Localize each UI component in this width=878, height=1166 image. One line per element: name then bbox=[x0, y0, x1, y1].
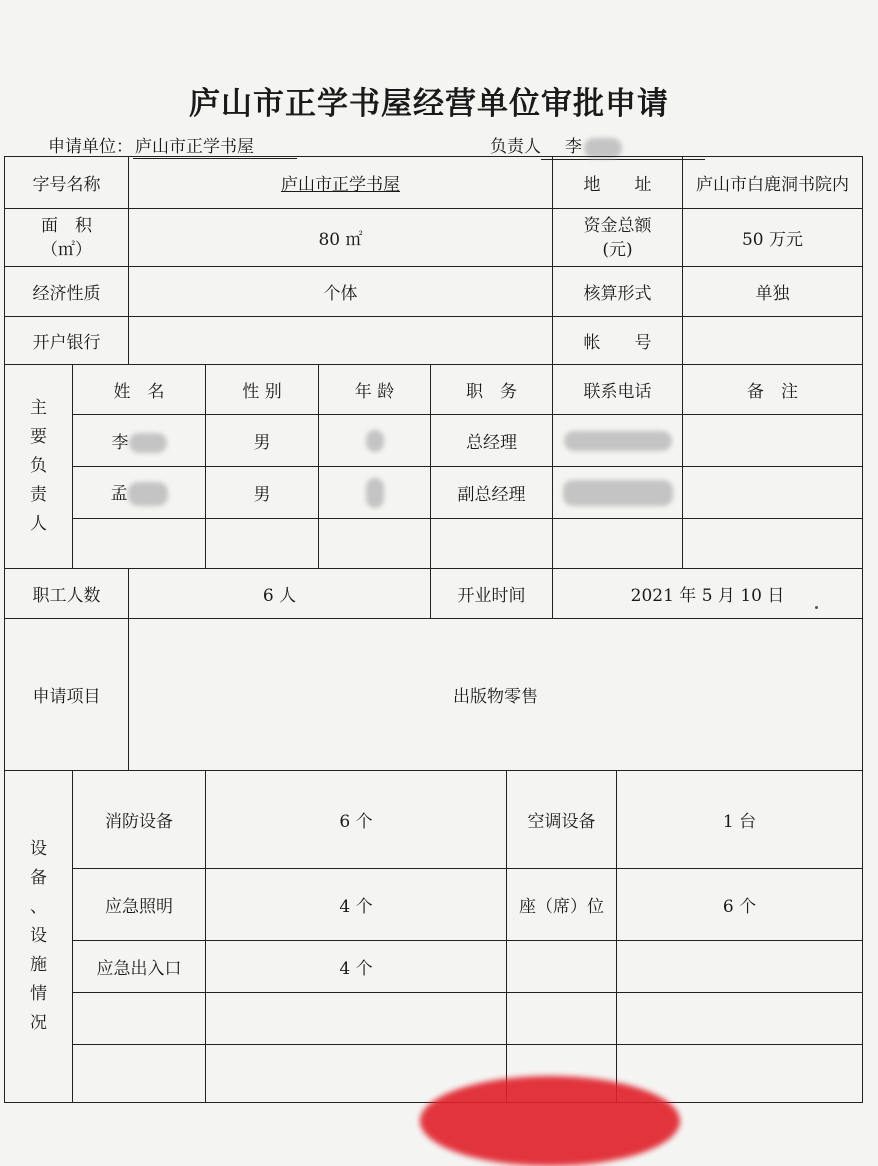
capital-value: 50 万元 bbox=[683, 209, 863, 267]
person-position: 总经理 bbox=[431, 415, 553, 467]
redaction-blur bbox=[129, 433, 167, 453]
facilities-section-label bbox=[5, 771, 73, 1103]
table-row bbox=[5, 941, 863, 993]
header-age: 年 龄 bbox=[319, 365, 431, 415]
section-char: 要 bbox=[30, 427, 47, 447]
section-char: 情 bbox=[30, 984, 47, 1004]
person-row bbox=[5, 467, 863, 519]
section-char: 设 bbox=[30, 839, 47, 859]
redaction-blur bbox=[563, 480, 673, 506]
section-char: 负 bbox=[30, 456, 47, 476]
table-row bbox=[5, 869, 863, 941]
open-date-label: 开业时间 bbox=[431, 569, 553, 619]
header-position: 职 务 bbox=[431, 365, 553, 415]
person-phone bbox=[553, 519, 683, 569]
person-gender bbox=[206, 519, 319, 569]
red-seal-stamp bbox=[420, 1076, 680, 1166]
area-label-line1: 面 积 bbox=[41, 215, 92, 236]
applicant-field bbox=[48, 132, 297, 159]
table-row bbox=[5, 267, 863, 317]
person-name-text: 李 bbox=[111, 432, 129, 453]
capital-label-line2: (元) bbox=[602, 239, 633, 260]
header-gender: 性 别 bbox=[206, 365, 319, 415]
project-label: 申请项目 bbox=[5, 619, 129, 771]
person-note bbox=[683, 467, 863, 519]
area-label-line2: （㎡） bbox=[41, 239, 92, 260]
section-char: 人 bbox=[30, 514, 47, 534]
table-row bbox=[5, 619, 863, 771]
person-position bbox=[431, 519, 553, 569]
redaction-blur bbox=[128, 482, 168, 506]
area-value: 80 ㎡ bbox=[129, 209, 553, 267]
section-char: 况 bbox=[30, 1013, 47, 1033]
redaction-blur bbox=[564, 431, 672, 451]
fire-label: 消防设备 bbox=[73, 771, 206, 869]
fire-value: 6 个 bbox=[206, 771, 507, 869]
section-char: 、 bbox=[30, 897, 47, 917]
table-row bbox=[5, 157, 863, 209]
empty-cell bbox=[507, 941, 617, 993]
nature-label: 经济性质 bbox=[5, 267, 129, 317]
light-label: 应急照明 bbox=[73, 869, 206, 941]
header-phone: 联系电话 bbox=[553, 365, 683, 415]
accounting-label: 核算形式 bbox=[553, 267, 683, 317]
address-label: 地 址 bbox=[553, 157, 683, 209]
area-label bbox=[5, 209, 129, 267]
application-form-table bbox=[4, 156, 863, 1103]
person-name bbox=[73, 467, 206, 519]
empty-cell bbox=[507, 993, 617, 1045]
ac-label: 空调设备 bbox=[507, 771, 617, 869]
person-age bbox=[319, 467, 431, 519]
person-row bbox=[5, 415, 863, 467]
table-row bbox=[5, 771, 863, 869]
table-row bbox=[5, 569, 863, 619]
document-title: 庐山市正学书屋经营单位审批申请 bbox=[189, 86, 669, 122]
bank-label: 开户银行 bbox=[5, 317, 129, 365]
accounting-value: 单独 bbox=[683, 267, 863, 317]
nature-value: 个体 bbox=[129, 267, 553, 317]
table-row bbox=[5, 209, 863, 267]
table-row bbox=[5, 993, 863, 1045]
seat-label: 座（席）位 bbox=[507, 869, 617, 941]
section-char: 责 bbox=[30, 485, 47, 505]
persons-section-label bbox=[5, 365, 73, 569]
section-char: 主 bbox=[30, 398, 47, 418]
person-position: 副总经理 bbox=[431, 467, 553, 519]
staff-count-label: 职工人数 bbox=[5, 569, 129, 619]
redaction-blur bbox=[584, 138, 622, 158]
table-row bbox=[5, 1045, 863, 1103]
header-name: 姓 名 bbox=[73, 365, 206, 415]
applicant-label: 申请单位： bbox=[48, 137, 133, 157]
person-note bbox=[683, 519, 863, 569]
person-gender: 男 bbox=[206, 415, 319, 467]
open-date-value: 2021 年 5 月 10 日 bbox=[553, 569, 863, 619]
bank-value bbox=[129, 317, 553, 365]
exit-value: 4 个 bbox=[206, 941, 507, 993]
account-value bbox=[683, 317, 863, 365]
empty-cell bbox=[73, 993, 206, 1045]
redaction-blur bbox=[366, 478, 384, 508]
section-char: 备 bbox=[30, 868, 47, 888]
account-label: 帐 号 bbox=[553, 317, 683, 365]
name-label: 字号名称 bbox=[5, 157, 129, 209]
empty-cell bbox=[617, 941, 863, 993]
redaction-blur bbox=[366, 430, 384, 452]
ac-value: 1 台 bbox=[617, 771, 863, 869]
person-row bbox=[5, 519, 863, 569]
capital-label bbox=[553, 209, 683, 267]
person-value: 李 bbox=[565, 137, 582, 157]
name-value-text: 庐山市正学书屋 bbox=[281, 175, 400, 195]
person-phone bbox=[553, 467, 683, 519]
section-char: 施 bbox=[30, 955, 47, 975]
person-name bbox=[73, 415, 206, 467]
capital-label-line1: 资金总额 bbox=[583, 215, 652, 236]
person-name-text: 孟 bbox=[110, 483, 128, 504]
name-value bbox=[129, 157, 553, 209]
person-name bbox=[73, 519, 206, 569]
staff-count-value: 6 人 bbox=[129, 569, 431, 619]
section-char: 设 bbox=[30, 926, 47, 946]
scan-speck bbox=[815, 606, 818, 609]
header-note: 备 注 bbox=[683, 365, 863, 415]
project-value: 出版物零售 bbox=[129, 619, 863, 771]
person-gender: 男 bbox=[206, 467, 319, 519]
person-phone bbox=[553, 415, 683, 467]
empty-cell bbox=[617, 993, 863, 1045]
person-age bbox=[319, 519, 431, 569]
light-value: 4 个 bbox=[206, 869, 507, 941]
empty-cell bbox=[206, 993, 507, 1045]
exit-label: 应急出入口 bbox=[73, 941, 206, 993]
person-age bbox=[319, 415, 431, 467]
table-row bbox=[5, 365, 863, 415]
person-note bbox=[683, 415, 863, 467]
person-label: 负责人 bbox=[490, 137, 541, 157]
address-value: 庐山市白鹿洞书院内 bbox=[683, 157, 863, 209]
seat-value: 6 个 bbox=[617, 869, 863, 941]
applicant-value: 庐山市正学书屋 bbox=[133, 132, 297, 159]
table-row bbox=[5, 317, 863, 365]
empty-cell bbox=[73, 1045, 206, 1103]
